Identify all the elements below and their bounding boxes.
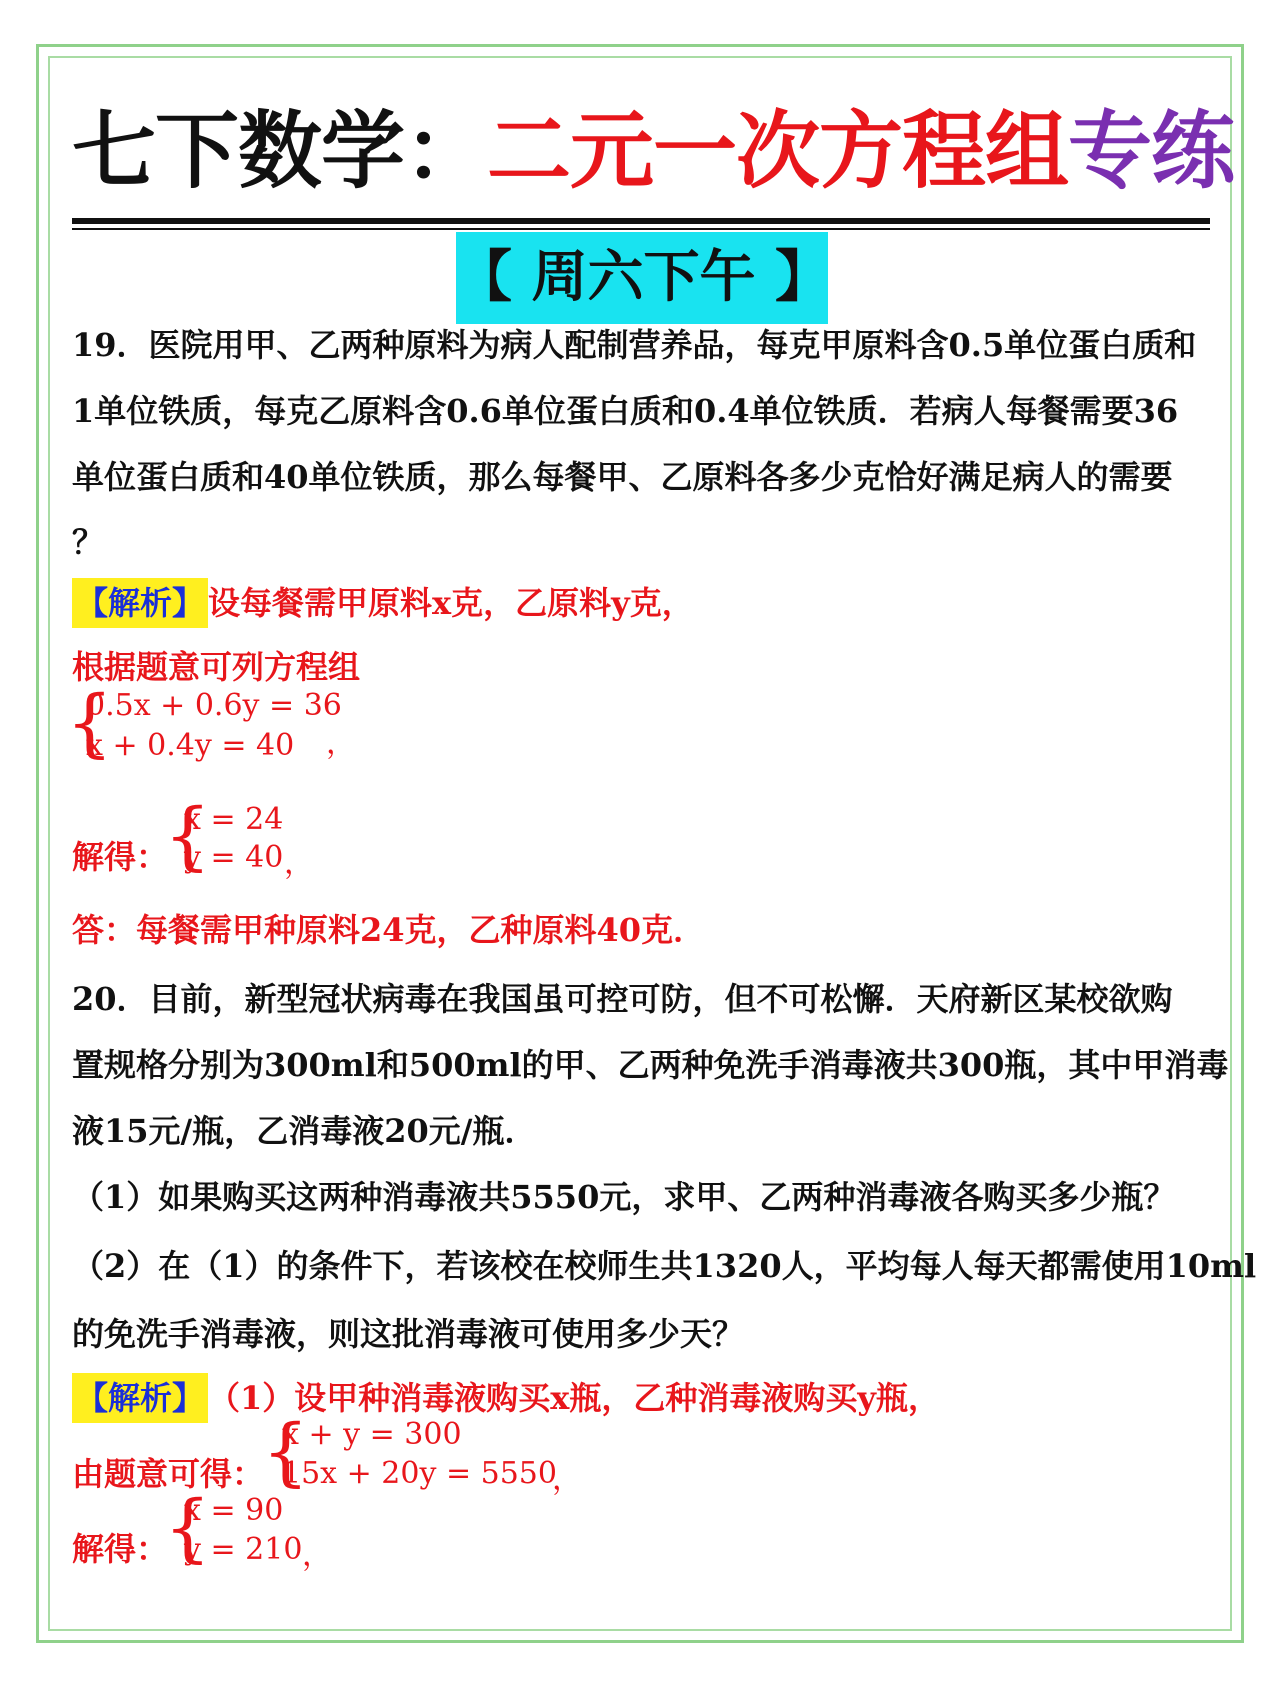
title-divider <box>72 218 1210 224</box>
q20-sol-2: y = 210 <box>184 1532 303 1567</box>
q19-sol-1: x = 24 <box>184 802 284 837</box>
q20-system-brace: { <box>262 1409 310 1495</box>
q20-analysis-text: （1）设甲种消毒液购买x瓶，乙种消毒液购买y瓶， <box>208 1379 940 1417</box>
q20-eq-1: x + y = 300 <box>282 1417 462 1452</box>
q20-solution-brace: { <box>164 1485 212 1571</box>
title-part-topic: 二元一次方程组 <box>487 102 1069 200</box>
q20-sol-1: x = 90 <box>184 1493 284 1528</box>
q20-solve-label: 解得： <box>72 1530 169 1568</box>
q19-eq-2: x + 0.4y = 40 <box>86 728 295 763</box>
q19-analysis-text: 设每餐需甲原料x克，乙原料y克， <box>208 584 694 622</box>
q19-eq-1: 0.5x + 0.6y = 36 <box>86 688 342 723</box>
q19-solve-label: 解得： <box>72 838 169 876</box>
q20-part-1: （1）如果购买这两种消毒液共5550元，求甲、乙两种消毒液各购买多少瓶？ <box>72 1178 1176 1216</box>
session-badge: 【 周六下午 】 <box>456 232 828 324</box>
q19-system-brace: { <box>66 680 114 766</box>
q20-part-2-line-1: （2）在（1）的条件下，若该校在校师生共1320人，平均每人每天都需使用10ml <box>72 1247 1257 1285</box>
title-part-practice: 专练 <box>1068 102 1235 200</box>
q20-setup-label: 由题意可得： <box>72 1455 265 1493</box>
q19-answer: 答：每餐需甲种原料24克，乙种原料40克． <box>72 911 706 949</box>
q20-part-2-line-2: 的免洗手消毒液，则这批消毒液可使用多少天？ <box>72 1315 745 1353</box>
q19-text-line-2: 1单位铁质，每克乙原料含0.6单位蛋白质和0.4单位铁质．若病人每餐需要36 <box>72 392 1179 430</box>
q19-text-line-4: ？ <box>72 523 105 561</box>
q20-sol-comma: ， <box>302 1538 332 1573</box>
page-title <box>72 96 1235 206</box>
q20-analysis-tag: 【解析】 <box>72 1373 208 1423</box>
q20-text-line-3: 液15元/瓶，乙消毒液20元/瓶． <box>72 1112 537 1150</box>
title-divider-thin <box>72 228 1210 230</box>
q20-analysis-line <box>72 1373 1222 1423</box>
q19-analysis-line <box>72 578 1222 628</box>
q20-eq-comma: ， <box>552 1462 582 1497</box>
q20-text-line-2: 置规格分别为300ml和500ml的甲、乙两种免洗手消毒液共300瓶，其中甲消毒 <box>72 1046 1229 1084</box>
q19-sol-comma: ， <box>284 846 314 881</box>
q19-text-line-3: 单位蛋白质和40单位铁质，那么每餐甲、乙原料各多少克恰好满足病人的需要 <box>72 458 1173 496</box>
q19-analysis-tag: 【解析】 <box>72 578 208 628</box>
q20-text-line-1: 20．目前，新型冠状病毒在我国虽可控可防，但不可松懈．天府新区某校欲购 <box>72 980 1173 1018</box>
q19-setup: 根据题意可列方程组 <box>72 648 361 686</box>
title-part-grade: 七下数学： <box>72 102 488 200</box>
q19-sol-2: y = 40 <box>184 840 284 875</box>
q19-solution-brace: { <box>164 793 212 879</box>
q20-eq-2: 15x + 20y = 5550 <box>282 1456 557 1491</box>
q19-eq-comma: ， <box>326 726 356 761</box>
q19-text-line-1: 19．医院用甲、乙两种原料为病人配制营养品，每克甲原料含0.5单位蛋白质和 <box>72 326 1197 364</box>
